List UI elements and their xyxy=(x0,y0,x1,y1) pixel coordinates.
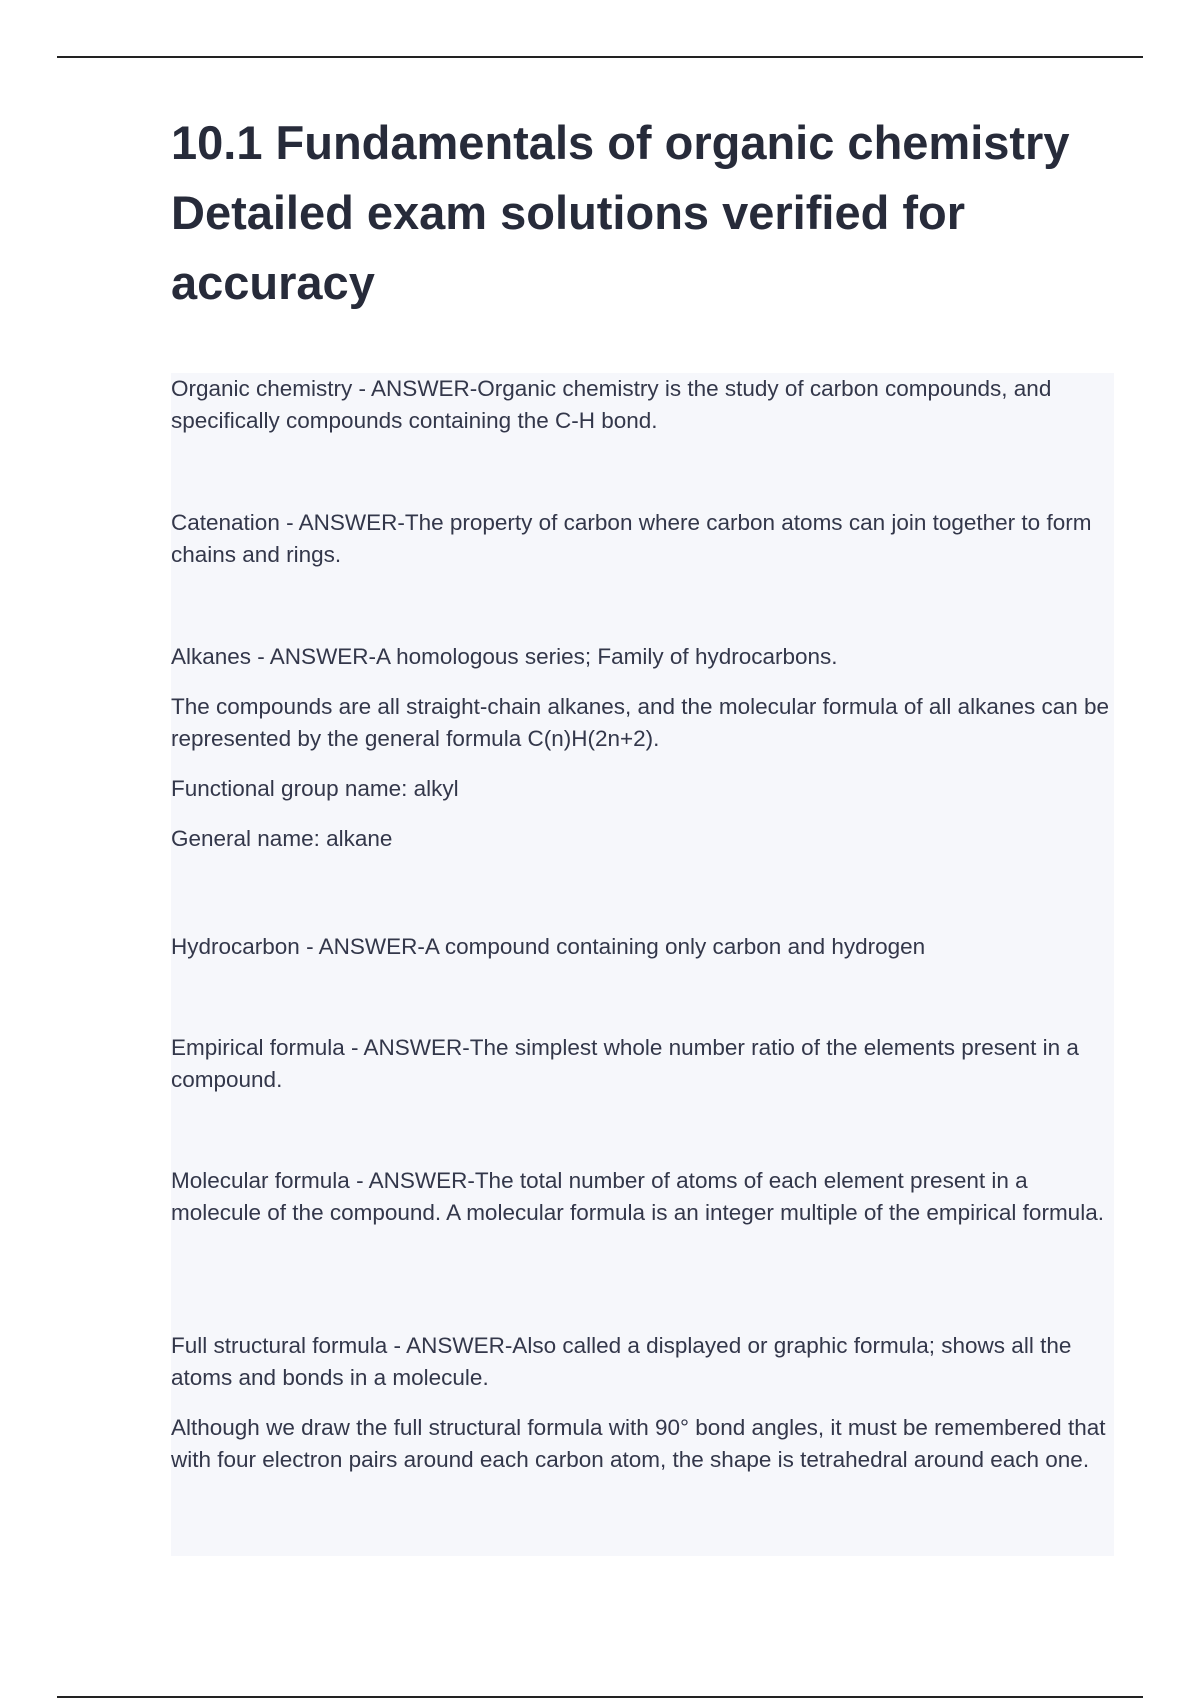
entry-text: Although we draw the full structural formula with 90° bond angles, it must be remembered that with four electron pairs around each carbon atom, the shape is tetrahedral around each one. xyxy=(171,1415,1106,1472)
entry-text: Catenation - ANSWER-The property of carbon where carbon atoms can join together to form chains and rings. xyxy=(171,510,1092,567)
footer-rule xyxy=(57,1696,1143,1698)
entry-hydrocarbon xyxy=(171,931,1114,963)
entry-text: Molecular formula - ANSWER-The total number of atoms of each element present in a molecule of the compound. A molecular formula is an integer multiple of the empirical formula. xyxy=(171,1168,1104,1225)
entry-alkanes xyxy=(171,641,1114,855)
entry-text: Empirical formula - ANSWER-The simplest whole number ratio of the elements present in a compound. xyxy=(171,1035,1079,1092)
entry-text: Alkanes - ANSWER-A homologous series; Family of hydrocarbons. xyxy=(171,644,838,669)
entry-text: The compounds are all straight-chain alkanes, and the molecular formula of all alkanes can be represented by the general formula C(n)H(2n+2). xyxy=(171,694,1110,751)
entry-text: General name: alkane xyxy=(171,826,393,851)
entry-full-structural-formula xyxy=(171,1330,1114,1476)
entry-molecular-formula xyxy=(171,1165,1114,1229)
page-title: 10.1 Fundamentals of organic chemistry Detailed exam solutions verified for accuracy xyxy=(171,116,1070,309)
entry-text: Functional group name: alkyl xyxy=(171,776,459,801)
entry-catenation xyxy=(171,507,1114,571)
answers-panel xyxy=(171,373,1114,1556)
entry-text: Organic chemistry - ANSWER-Organic chemistry is the study of carbon compounds, and specifically compounds containing the C-H bond. xyxy=(171,376,1052,433)
entry-organic-chemistry xyxy=(171,373,1114,437)
header-rule xyxy=(57,56,1143,58)
entry-text: Hydrocarbon - ANSWER-A compound containing only carbon and hydrogen xyxy=(171,934,926,959)
entry-empirical-formula xyxy=(171,1032,1114,1096)
entry-text: Full structural formula - ANSWER-Also called a displayed or graphic formula; shows all the atoms and bonds in a molecule. xyxy=(171,1333,1072,1390)
